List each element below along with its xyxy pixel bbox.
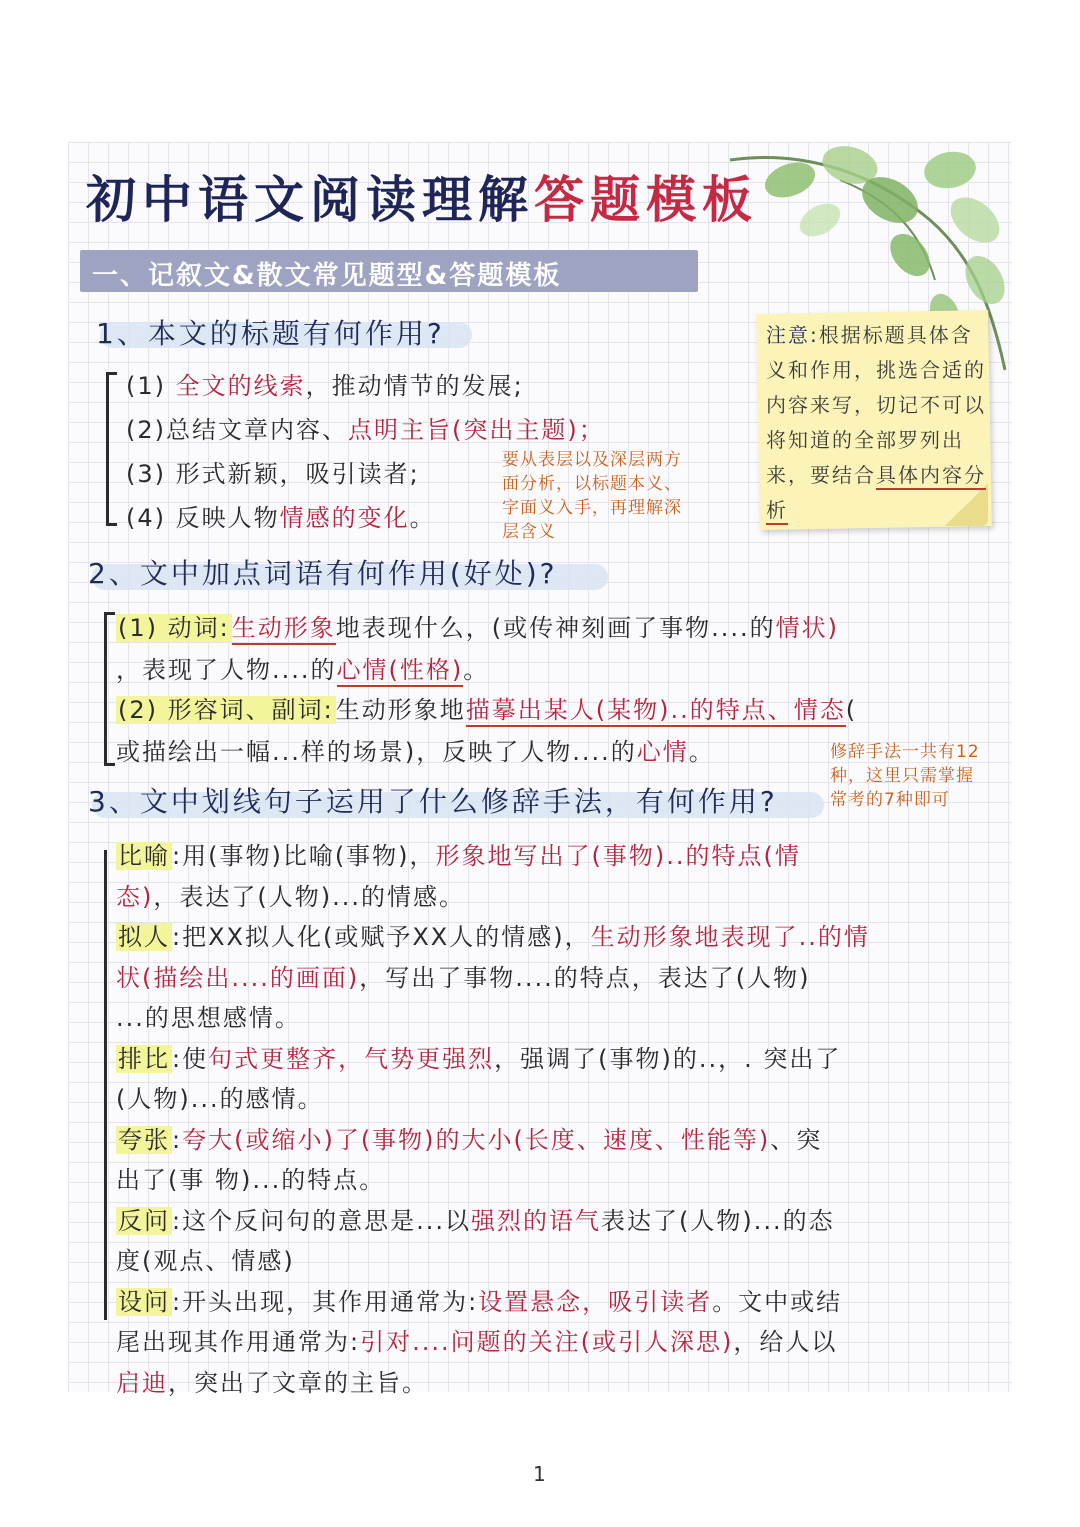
- rhetoric-text: 状(描绘出....的画面): [116, 963, 360, 992]
- bracket: [104, 612, 115, 766]
- rhetoric-text: ，突出了文章的主旨。: [168, 1368, 428, 1397]
- q2-line-3: (2) 形容词、副词:生动形象地描摹出某人(某物)..的特点、情态(: [116, 690, 857, 725]
- q2-line-1: (1) 动词:生动形象地表现什么，(或传神刻画了事物....的情状): [116, 608, 839, 643]
- rhetoric-text: ，写出了事物....的特点，表达了(人物): [359, 963, 811, 992]
- rhetoric-text: ，给人以: [733, 1328, 838, 1356]
- q1-item-2: (2)总结文章内容、点明主旨(突出主题)；: [126, 416, 605, 444]
- rhetoric-line: [116, 1201, 835, 1236]
- rhetoric-text: 用(事物)比喻(事物)，: [182, 842, 436, 870]
- rhetoric-text: 表达了(人物)...的态: [600, 1206, 835, 1235]
- q1-item-3: (3) 形式新颖，吸引读者;: [126, 460, 420, 488]
- rhetoric-text: (人物)...的感情。: [116, 1085, 324, 1113]
- colon: :: [172, 1287, 183, 1316]
- rhetoric-name: 排比: [118, 1044, 170, 1073]
- q2-tip: 修辞手法一共有12 种，这里只需掌握 常考的7种即可: [830, 742, 980, 810]
- rhetoric-line: [116, 1039, 841, 1074]
- q1-item-4: (4) 反映人物情感的变化。: [126, 504, 436, 532]
- rhetoric-text: 、突: [770, 1125, 823, 1154]
- rhetoric-text: 强烈的语气: [470, 1206, 601, 1235]
- rhetoric-line: [116, 1120, 822, 1155]
- rhetoric-text: ，表达了(人物)...的情感。: [153, 882, 465, 911]
- rhetoric-line: [116, 1322, 837, 1357]
- colon: :: [172, 1044, 183, 1073]
- rhetoric-text: ，强调了(事物)的..，. 突出了: [494, 1044, 842, 1073]
- rhetoric-text: 句式更整齐，气势更强烈: [208, 1044, 495, 1073]
- rhetoric-line: [116, 1363, 428, 1398]
- rhetoric-line: [116, 1079, 324, 1114]
- rhetoric-line: [116, 998, 301, 1033]
- rhetoric-text: 态): [116, 882, 154, 911]
- bracket: [104, 850, 107, 1320]
- rhetoric-text: 把XX拟人化(或赋予XX人的情感)，: [182, 923, 591, 951]
- rhetoric-text: 。文中或结: [712, 1287, 843, 1316]
- q1-tip: 要从表层以及深层两方 面分析，以标题本义、 字面义入手，再理解深 层含义: [502, 450, 682, 542]
- rhetoric-text: 设置悬念，吸引读者: [478, 1287, 713, 1316]
- rhetoric-text: 使: [182, 1044, 209, 1073]
- rhetoric-name: 拟人: [118, 923, 170, 951]
- q2-line-4: 或描绘出一幅...样的场景)，反映了人物....的心情。: [116, 738, 715, 766]
- rhetoric-line: [116, 958, 811, 993]
- page-title: 初中语文阅读理解答题模板: [86, 170, 758, 229]
- section-title: 一、记叙文&散文常见题型&答题模板: [92, 261, 562, 291]
- colon: :: [172, 842, 183, 870]
- rhetoric-text: 开头出现，其作用通常为:: [182, 1287, 479, 1316]
- question-2: 2、文中加点词语有何作用(好处)?: [88, 557, 558, 590]
- q2-line-2: ，表现了人物....的心情(性格)。: [116, 650, 489, 685]
- rhetoric-name: 设问: [118, 1287, 170, 1316]
- rhetoric-text: 这个反问句的意思是...以: [182, 1206, 471, 1235]
- page-number: 1: [533, 1462, 546, 1486]
- sticky-note-text: 注意:根据标题具体含义和作用，挑选合适的内容来写，切记不可以将知道的全部罗列出来，要结合具体内容分析: [766, 318, 988, 528]
- rhetoric-name: 反问: [118, 1206, 170, 1235]
- rhetoric-line: [116, 877, 465, 912]
- rhetoric-line: [116, 1160, 385, 1195]
- bracket: [106, 372, 117, 526]
- rhetoric-text: 启迪: [116, 1368, 168, 1397]
- rhetoric-line: [116, 1282, 842, 1317]
- rhetoric-line: [116, 836, 801, 871]
- rhetoric-text: 尾出现其作用通常为:: [116, 1328, 361, 1356]
- colon: :: [172, 1125, 183, 1154]
- rhetoric-text: 度(观点、情感): [116, 1247, 295, 1275]
- question-3: 3、文中划线句子运用了什么修辞手法，有何作用?: [88, 785, 778, 818]
- rhetoric-text: ...的思想感情。: [116, 1004, 301, 1032]
- rhetoric-line: [116, 917, 870, 952]
- rhetoric-line: [116, 1241, 295, 1276]
- rhetoric-name: 夸张: [118, 1125, 170, 1154]
- rhetoric-text: 引对....问题的关注(或引人深思): [360, 1328, 734, 1356]
- rhetoric-text: 出了(事 物)...的特点。: [116, 1166, 386, 1194]
- rhetoric-text: 生动形象地表现了..的情: [590, 923, 870, 951]
- rhetoric-name: 比喻: [118, 842, 170, 870]
- question-1: 1、本文的标题有何作用?: [96, 317, 445, 350]
- colon: :: [172, 923, 183, 951]
- rhetoric-text: 夸大(或缩小)了(事物)的大小(长度、速度、性能等): [182, 1125, 771, 1154]
- rhetoric-text: 形象地写出了(事物)..的特点(情: [435, 842, 801, 870]
- q1-item-1: (1) 全文的线索，推动情节的发展;: [126, 372, 524, 400]
- colon: :: [172, 1206, 183, 1235]
